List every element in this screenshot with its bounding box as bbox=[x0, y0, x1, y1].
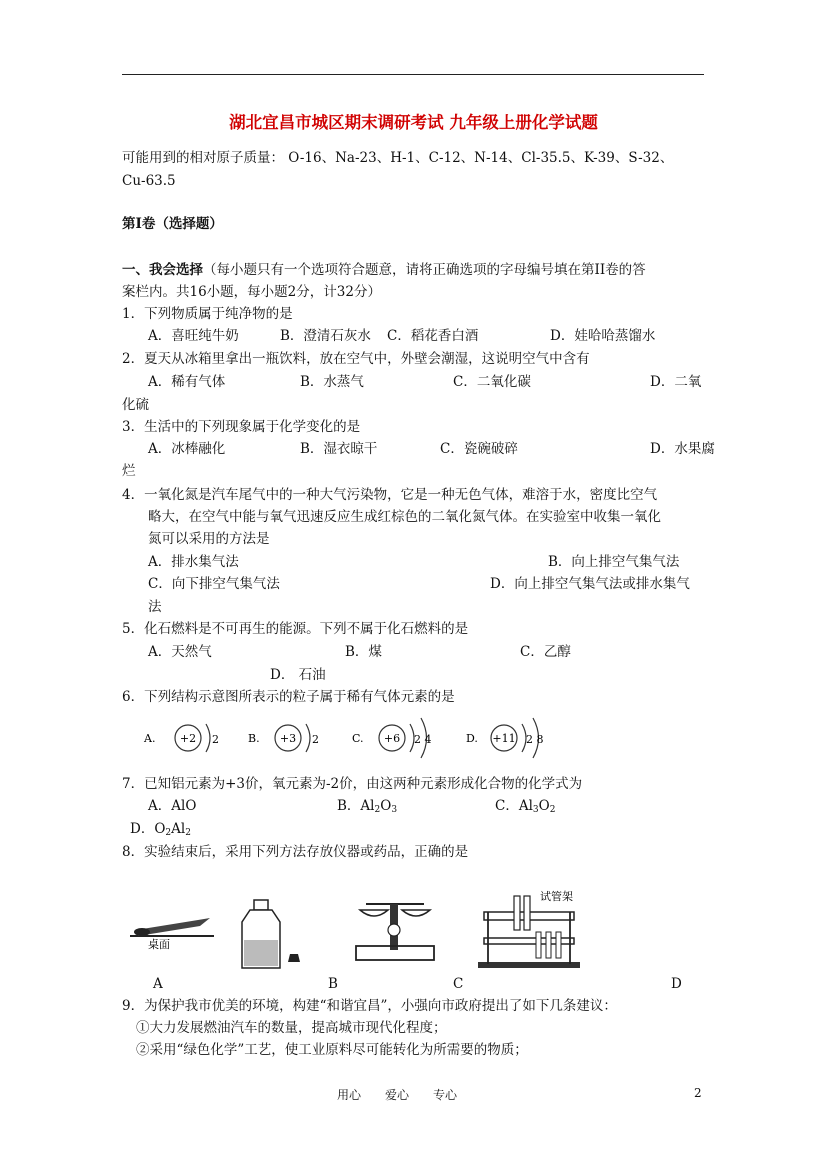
figure-c-balance bbox=[356, 904, 434, 960]
q1-option-c: C．稻花香白酒 bbox=[387, 328, 479, 344]
q8-label-a: A bbox=[153, 976, 163, 992]
q2-option-b: B．水蒸气 bbox=[300, 374, 364, 390]
q8-label-c: C bbox=[453, 976, 464, 992]
atom-structure-diagrams bbox=[140, 712, 560, 762]
q3-option-d-wrap: 烂 bbox=[122, 463, 136, 479]
q9-suggestion-1: ①大力发展燃油汽车的数量，提高城市现代化程度； bbox=[136, 1020, 447, 1036]
atom-c-shells: 2 4 bbox=[414, 733, 432, 746]
q4-option-d-wrap: 法 bbox=[148, 599, 162, 615]
part1-instr-1: （每小题只有一个选项符合题意，请将正确选项的字母编号填在第II卷的答 bbox=[203, 262, 646, 278]
q2-option-d-wrap: 化硫 bbox=[122, 397, 149, 413]
atomic-mass-line-1: 可能用到的相对原子质量： O-16、Na-23、H-1、C-12、N-14、Cl-35.5、K-39、S-32、 bbox=[122, 150, 674, 166]
q2-stem: 2．夏天从冰箱里拿出一瓶饮料，放在空气中，外壁会潮湿，这说明空气中含有 bbox=[122, 351, 590, 367]
page-title: 湖北宜昌市城区期末调研考试 九年级上册化学试题 bbox=[229, 113, 598, 132]
q4-option-a: A．排水集气法 bbox=[148, 554, 239, 570]
q9-suggestion-2: ②采用“绿色化学”工艺，使工业原料尽可能转化为所需要的物质； bbox=[136, 1042, 528, 1058]
q7-option-d: D．$O_2Al_2$ bbox=[130, 821, 191, 838]
atom-a-label: A. bbox=[144, 732, 156, 745]
atom-diagram-d bbox=[466, 718, 544, 758]
figure-a-dropper bbox=[130, 918, 214, 951]
q1-option-a: A．喜旺纯牛奶 bbox=[148, 328, 239, 344]
lab-equipment-figures bbox=[128, 884, 598, 974]
q6-stem: 6．下列结构示意图所表示的粒子属于稀有气体元素的是 bbox=[122, 689, 455, 705]
atom-d-nucleus: +11 bbox=[492, 732, 516, 745]
q5-option-a: A．天然气 bbox=[148, 644, 212, 660]
section-title: 第Ⅰ卷（选择题） bbox=[122, 216, 223, 232]
q5-option-d: D． 石油 bbox=[270, 667, 326, 683]
part1-instructions bbox=[122, 261, 646, 279]
q5-option-b: B．煤 bbox=[345, 644, 382, 660]
q3-option-a: A．冰棒融化 bbox=[148, 441, 226, 457]
q2-option-a: A．稀有气体 bbox=[148, 374, 226, 390]
q2-option-d: D．二氧 bbox=[650, 374, 702, 390]
q8-label-d: D bbox=[671, 976, 682, 992]
atom-diagram-b bbox=[248, 724, 319, 752]
figure-b-bottle bbox=[242, 900, 300, 968]
atom-a-nucleus: +2 bbox=[179, 732, 197, 745]
rack-label: 试管架 bbox=[540, 890, 573, 903]
q3-option-c: C．瓷碗破碎 bbox=[440, 441, 518, 457]
q3-stem: 3．生活中的下列现象属于化学变化的是 bbox=[122, 419, 361, 435]
q7-option-b: B．$Al_2O_3$ bbox=[337, 798, 398, 815]
q8-label-b: B bbox=[328, 976, 338, 992]
q5-stem: 5．化石燃料是不可再生的能源。下列不属于化石燃料的是 bbox=[122, 621, 469, 637]
desk-label: 桌面 bbox=[148, 938, 170, 951]
q1-stem: 1．下列物质属于纯净物的是 bbox=[122, 306, 293, 322]
header-rule bbox=[122, 74, 704, 75]
atom-diagram-c bbox=[352, 718, 432, 758]
q7-option-c: C．$Al_3O_2$ bbox=[495, 798, 556, 815]
atom-b-label: B. bbox=[248, 732, 260, 745]
q4-option-c: C．向下排空气集气法 bbox=[148, 576, 280, 592]
part1-instr-2: 案栏内。共16小题，每小题2分，计32分） bbox=[122, 284, 381, 300]
q9-stem: 9．为保护我市优美的环境，构建“和谐宜昌”，小强向市政府提出了如下几条建议： bbox=[122, 998, 617, 1014]
atom-a-shells: 2 bbox=[212, 733, 219, 746]
q7-stem: 7．已知铝元素为+3价，氧元素为-2价，由这两种元素形成化合物的化学式为 bbox=[122, 776, 583, 792]
atom-diagram-a bbox=[143, 724, 219, 752]
q4-option-d: D．向上排空气集气法或排水集气 bbox=[490, 576, 690, 592]
atom-b-shells: 2 bbox=[312, 733, 319, 746]
figure-d-test-tube-rack bbox=[478, 889, 580, 968]
atom-b-nucleus: +3 bbox=[279, 732, 297, 745]
atom-d-shells: 2 8 bbox=[526, 733, 544, 746]
q3-option-d: D．水果腐 bbox=[650, 441, 715, 457]
atom-d-label: D. bbox=[466, 732, 478, 745]
q1-option-b: B．澄清石灰水 bbox=[280, 328, 371, 344]
q2-option-c: C．二氧化碳 bbox=[453, 374, 531, 390]
q4-stem-2: 略大，在空气中能与氧气迅速反应生成红棕色的二氧化氮气体。在实验室中收集一氧化 bbox=[148, 509, 661, 525]
atom-c-label: C. bbox=[352, 732, 364, 745]
q1-option-d: D．娃哈哈蒸馏水 bbox=[550, 328, 656, 344]
q7-option-a: A．AlO bbox=[148, 798, 197, 814]
q4-stem-1: 4．一氧化氮是汽车尾气中的一种大气污染物，它是一种无色气体，难溶于水，密度比空气 bbox=[122, 487, 658, 503]
q4-stem-3: 氮可以采用的方法是 bbox=[148, 531, 270, 547]
atom-c-nucleus: +6 bbox=[383, 732, 401, 745]
atomic-mass-line-2: Cu-63.5 bbox=[122, 173, 176, 189]
q3-option-b: B．湿衣晾干 bbox=[300, 441, 378, 457]
part1-heading: 一、我会选择 bbox=[122, 262, 203, 278]
footer-motto: 用心 爱心 专心 bbox=[337, 1088, 458, 1102]
q5-option-c: C．乙醇 bbox=[520, 644, 571, 660]
q4-option-b: B．向上排空气集气法 bbox=[548, 554, 680, 570]
page-number: 2 bbox=[694, 1086, 702, 1100]
q8-stem: 8．实验结束后，采用下列方法存放仪器或药品，正确的是 bbox=[122, 844, 469, 860]
